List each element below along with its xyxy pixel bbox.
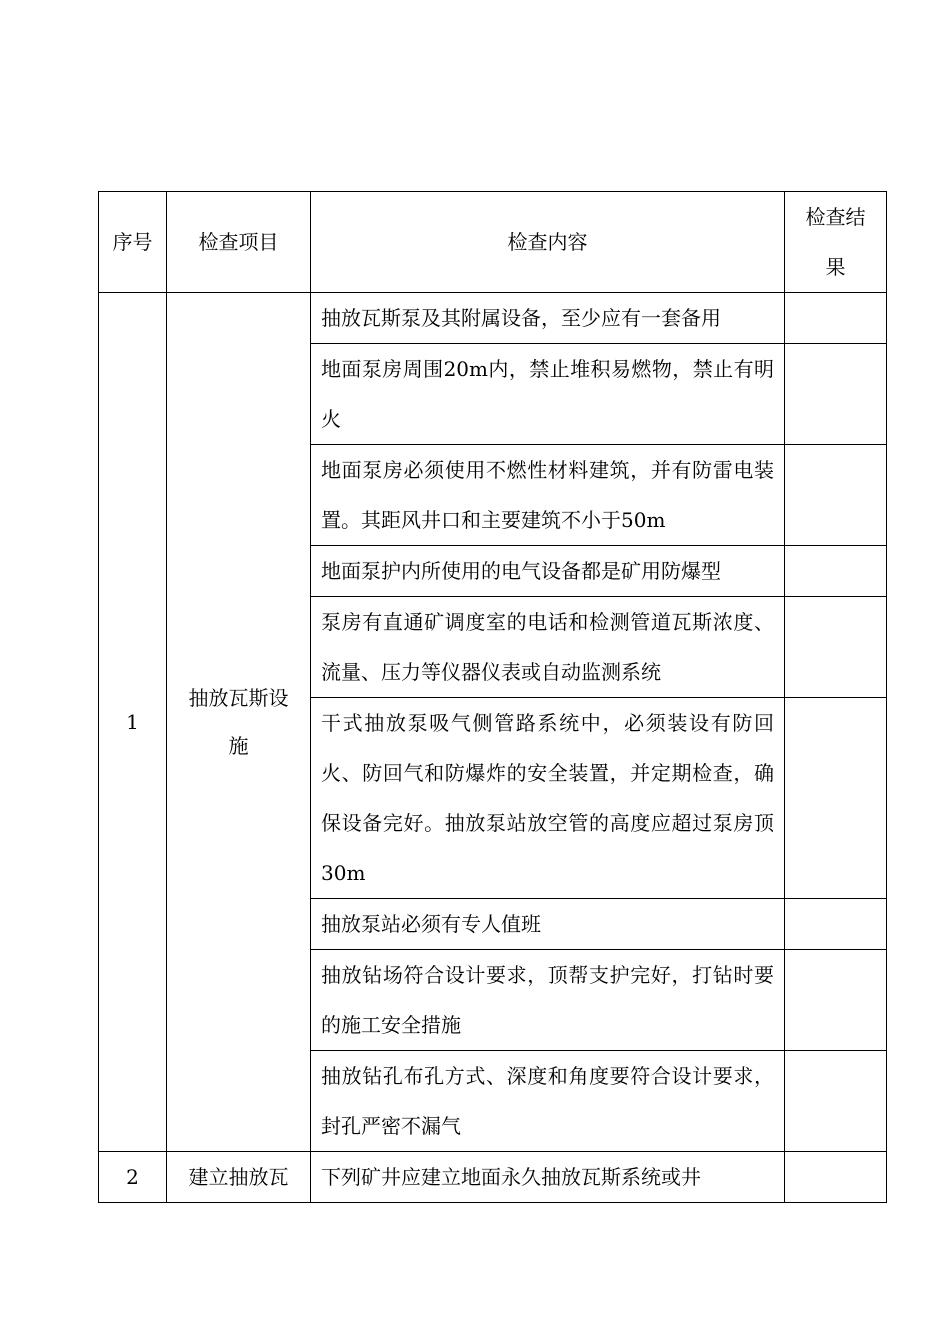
- table-row: [99, 293, 887, 344]
- header-no: 序号: [99, 192, 167, 293]
- content-cell: 下列矿井应建立地面永久抽放瓦斯系统或井: [311, 1152, 785, 1203]
- content-cell: 地面泵房周围20m内，禁止堆积易燃物，禁止有明火: [311, 344, 785, 445]
- result-cell[interactable]: [785, 1152, 887, 1203]
- content-cell: 地面泵护内所使用的电气设备都是矿用防爆型: [311, 546, 785, 597]
- content-cell: 抽放瓦斯泵及其附属设备，至少应有一套备用: [311, 293, 785, 344]
- header-row: [99, 192, 887, 293]
- result-cell[interactable]: [785, 445, 887, 546]
- inspection-table: [98, 191, 887, 1203]
- content-cell: 干式抽放泵吸气侧管路系统中，必须装设有防回火、防回气和防爆炸的安全装置，并定期检查，确保设备完好。抽放泵站放空管的高度应超过泵房顶30m: [311, 698, 785, 899]
- group-item: 抽放瓦斯设施: [167, 293, 311, 1152]
- table-row: [99, 1152, 887, 1203]
- result-cell[interactable]: [785, 597, 887, 698]
- group-no: 1: [99, 293, 167, 1152]
- header-content: 检查内容: [311, 192, 785, 293]
- content-cell: 抽放泵站必须有专人值班: [311, 899, 785, 950]
- result-cell[interactable]: [785, 546, 887, 597]
- result-cell[interactable]: [785, 293, 887, 344]
- result-cell[interactable]: [785, 899, 887, 950]
- header-item: 检查项目: [167, 192, 311, 293]
- group-item: 建立抽放瓦: [167, 1152, 311, 1203]
- group-no: 2: [99, 1152, 167, 1203]
- result-cell[interactable]: [785, 344, 887, 445]
- content-cell: 地面泵房必须使用不燃性材料建筑，并有防雷电装置。其距风井口和主要建筑不小于50m: [311, 445, 785, 546]
- result-cell[interactable]: [785, 698, 887, 899]
- content-cell: 抽放钻孔布孔方式、深度和角度要符合设计要求，封孔严密不漏气: [311, 1051, 785, 1152]
- result-cell[interactable]: [785, 1051, 887, 1152]
- result-cell[interactable]: [785, 950, 887, 1051]
- content-cell: 泵房有直通矿调度室的电话和检测管道瓦斯浓度、流量、压力等仪器仪表或自动监测系统: [311, 597, 785, 698]
- header-result: 检查结果: [785, 192, 887, 293]
- content-cell: 抽放钻场符合设计要求，顶帮支护完好，打钻时要的施工安全措施: [311, 950, 785, 1051]
